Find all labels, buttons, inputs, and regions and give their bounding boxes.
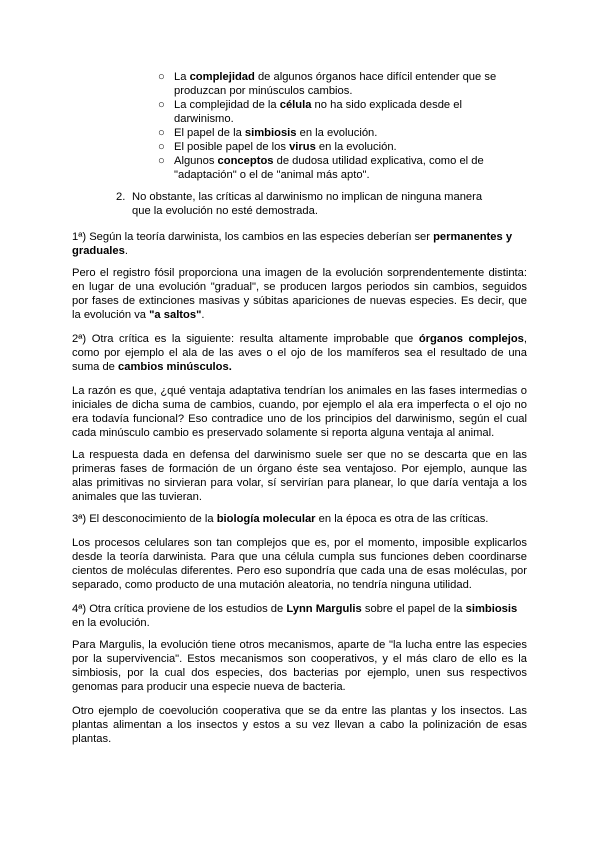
paragraph-3: 2ª) Otra crítica es la siguiente: resulta altamente improbable que órganos complejos, como por ejemplo el ala de las aves o el ojo de los mamíferos sea el resultado de una suma de cambios minúsculos. bbox=[72, 333, 528, 373]
paragraph-4: La razón es que, ¿qué ventaja adaptativa tendrían los animales en las fases intermedias o iniciales de dicha suma de cambios, cuando, por ejemplo el ala era imperfecta o el ojo no era todavía funcional? Eso contradice uno de los principios del darwinismo, según el cual cada minúsculo cambio es preservado solamente si reporta alguna ventaja al animal. bbox=[72, 385, 527, 439]
paragraph-7: Los procesos celulares son tan complejos que es, por el momento, imposible explicarlos desde la teoría darwinista. Para que una célula cumpla sus funciones deben coordinarse cientos de moléculas diferentes. Pero eso supondría que cada una de esas moléculas, por separado, como producto de una mutación aleatoria, no tendría ninguna utilidad. bbox=[72, 537, 527, 591]
circle-bullet-icon: ○ bbox=[158, 71, 165, 83]
paragraph-9: Para Margulis, la evolución tiene otros mecanismos, aparte de "la lucha entre las especies por la supervivencia". Estos mecanismos son cooperativos, y el más claro de ello es la simbiosis, por la cual dos especies, dos bacterias por ejemplo, unen sus respectivos genomas para producir una especie nueva de bacteria. bbox=[72, 639, 527, 693]
numbered-list-item bbox=[92, 190, 502, 218]
paragraph-1: 1ª) Según la teoría darwinista, los cambios en las especies deberían ser permanentes y graduales. bbox=[72, 231, 513, 257]
list-number: 2. bbox=[116, 191, 126, 203]
sub-bullet-list bbox=[158, 70, 518, 182]
list-item: ○ La complejidad de la célula no ha sido explicada desde el darwinismo. bbox=[158, 99, 462, 125]
paragraph-10: Otro ejemplo de coevolución cooperativa que se da entre las plantas y los insectos. Las plantas alimentan a los insectos y estos a su vez llevan a cabo la polinización de esas plantas. bbox=[72, 705, 527, 745]
circle-bullet-icon: ○ bbox=[158, 99, 165, 111]
circle-bullet-icon: ○ bbox=[158, 127, 165, 139]
list-item: ○ El posible papel de los virus en la evolución. bbox=[158, 141, 397, 153]
list-item-text: No obstante, las críticas al darwinismo no implican de ninguna manera que la evolución no esté demostrada. bbox=[132, 191, 483, 217]
list-item: ○ El papel de la simbiosis en la evolución. bbox=[158, 127, 378, 139]
list-item: ○ Algunos conceptos de dudosa utilidad explicativa, como el de "adaptación" o el de "animal más apto". bbox=[158, 155, 484, 181]
circle-bullet-icon: ○ bbox=[158, 141, 165, 153]
paragraph-5: La respuesta dada en defensa del darwinismo suele ser que no se descarta que en las primeras fases de formación de un órgano éste sea ventajoso. Por ejemplo, aunque las alas primitivas no sirvieran para volar, sí servirían para planear, lo que daría ventaja a los animales que las tuvieran. bbox=[72, 449, 527, 503]
circle-bullet-icon: ○ bbox=[158, 155, 165, 167]
list-item: ○ La complejidad de algunos órganos hace difícil entender que se produzcan por minúsculos cambios. bbox=[158, 71, 497, 97]
paragraph-8: 4ª) Otra crítica proviene de los estudios de Lynn Margulis sobre el papel de la simbiosis en la evolución. bbox=[72, 603, 518, 629]
paragraph-2: Pero el registro fósil proporciona una imagen de la evolución sorprendentemente distinta: en lugar de una evolución "gradual", se producen largos periodos sin cambios, seguidos por fases de extinciones masivas y súbitas apariciones de nuevas especies. Es decir, que la evolución va "a saltos". bbox=[72, 267, 527, 321]
paragraph-6: 3ª) El desconocimiento de la biología molecular en la época es otra de las críticas. bbox=[72, 513, 489, 525]
